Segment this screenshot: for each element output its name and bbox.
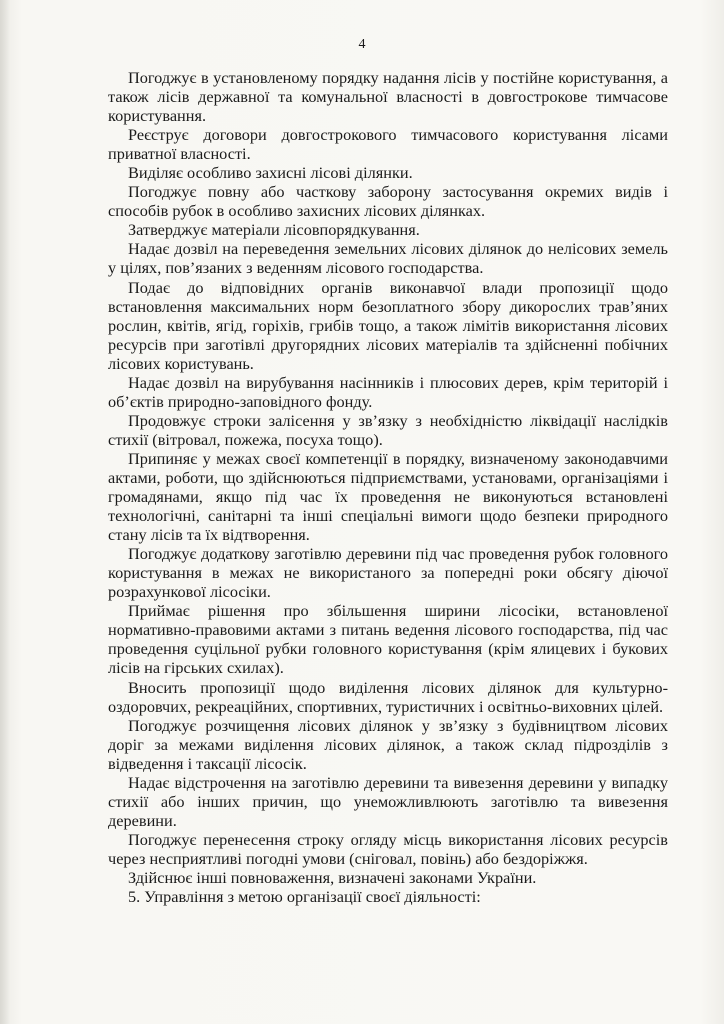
- paragraph: Виділяє особливо захисні лісові ділянки.: [128, 163, 413, 183]
- paragraph: Продовжує строки залісення у зв’язку з необхідністю ліквідації наслідків стихії (вітровал, пожежа, посуха тощо).: [108, 410, 668, 449]
- paragraph: Погоджує в установленому порядку надання лісів у постійне користування, а також лісів державної та комунальної власності в довгострокове тимчасове користування.: [108, 68, 668, 126]
- paragraph: Здійснює інші повноваження, визначені законами України.: [128, 867, 537, 887]
- paragraph: Погоджує перенесення строку огляду місць використання лісових ресурсів через несприятливі погодні умови (сніговал, повінь) або бездоріжжя.: [108, 829, 668, 868]
- paragraph: Погоджує повну або часткову заборону застосування окремих видів і способів рубок в особливо захисних лісових ділянках.: [108, 182, 668, 221]
- paragraph: Погоджує розчищення лісових ділянок у зв’язку з будівництвом лісових доріг за межами виділення лісових ділянок, а також склад підрозділів з відведення і таксації лісосік.: [108, 715, 668, 773]
- paragraph: Затверджує матеріали лісовпорядкування.: [128, 220, 420, 240]
- section-heading: 5. Управління з метою організації своєї діяльності:: [128, 887, 481, 907]
- paragraph: Приймає рішення про збільшення ширини лісосіки, встановленої нормативно-правовими актами з питань ведення лісового господарства, під час проведення суцільної рубки головного користування (крім ялицевих і букових лісів на гірських схилах).: [108, 601, 668, 678]
- paragraph: Припиняє у межах своєї компетенції в порядку, визначеному законодавчими актами, роботи, що здійснюються підприємствами, установами, організаціями і громадянами, якщо під час їх проведення не виконуються встановлені технологічні, санітарні та інші спеціальні вимоги щодо безпеки природного стану лісів та їх відтворення.: [108, 448, 668, 545]
- page-number: 4: [358, 37, 366, 52]
- document-body: [108, 68, 668, 906]
- paragraph: Погоджує додаткову заготівлю деревини під час проведення рубок головного користування в межах не використаного за попередні роки обсягу діючої розрахункової лісосіки.: [108, 544, 668, 602]
- paragraph: Надає відстрочення на заготівлю деревини та вивезення деревини у випадку стихії або інших причин, що унеможливлюють заготівлю та вивезення деревини.: [108, 772, 668, 830]
- paragraph: Надає дозвіл на переведення земельних лісових ділянок до нелісових земель у цілях, пов’язаних з веденням лісового господарства.: [108, 239, 668, 278]
- scan-edge-shadow: [0, 0, 10, 1024]
- paragraph: Реєструє договори довгострокового тимчасового користування лісами приватної власності.: [108, 125, 668, 164]
- paragraph: Надає дозвіл на вирубування насінників і плюсових дерев, крім територій і об’єктів природно-заповідного фонду.: [108, 372, 668, 411]
- paragraph: Подає до відповідних органів виконавчої влади пропозиції щодо встановлення максимальних норм безоплатного збору дикорослих трав’яних рослин, квітів, ягід, горіхів, грибів тощо, а також лімітів використання лісових ресурсів при заготівлі другорядних лісових матеріалів та здійсненні побічних лісових користувань.: [108, 277, 668, 373]
- paragraph: Вносить пропозиції щодо виділення лісових ділянок для культурно-оздоровчих, рекреаційних, спортивних, туристичних і освітньо-виховних цілей.: [108, 677, 668, 716]
